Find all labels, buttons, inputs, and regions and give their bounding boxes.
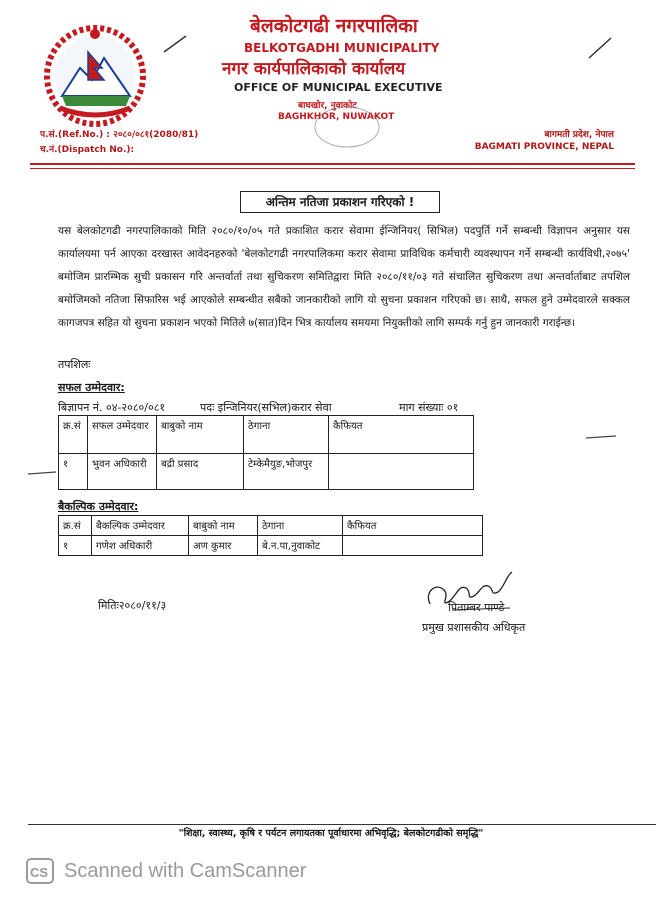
address-english: BAGHKHOR, NUWAKOT — [278, 112, 395, 122]
table-cell — [343, 536, 483, 556]
successful-candidates-table — [58, 415, 474, 490]
footer-rule — [28, 824, 656, 825]
table-header-cell: बाबुको नाम — [157, 416, 244, 454]
footer-slogan: "शिक्षा, स्वास्थ्य, कृषि र पर्यटन लगायतका पूर्वाधारमा अभिवृद्धि; बेलकोटगढीको समृद्धि" — [178, 828, 484, 839]
stray-mark — [584, 426, 618, 445]
office-stamp — [312, 104, 382, 150]
table-header-cell: क्र.सं — [59, 416, 88, 454]
table-header-row — [59, 516, 483, 536]
province-english: BAGMATI PROVINCE, NEPAL — [474, 142, 614, 152]
post-name: पदः इन्जिनियर(सभिल)करार सेवा — [200, 401, 332, 414]
alternate-candidates-table — [58, 515, 483, 556]
province-devanagari: बागमती प्रदेश, नेपाल — [544, 130, 614, 140]
office-name-english: OFFICE OF MUNICIPAL EXECUTIVE — [234, 81, 443, 94]
table-header-cell: ठेगाना — [244, 416, 329, 454]
nepal-emblem-icon — [40, 22, 150, 130]
table-cell — [329, 454, 474, 490]
table-cell: १ — [59, 536, 92, 556]
address-devanagari: बाघखोर, नुवाकोट — [298, 101, 357, 111]
table-cell: गणेश अधिकारी — [92, 536, 189, 556]
table-header-cell: क्र.सं — [59, 516, 92, 536]
office-name-devanagari: नगर कार्यपालिकाको कार्यालय — [222, 59, 406, 79]
camscanner-text: Scanned with CamScanner — [64, 860, 307, 882]
table-cell: भुवन अधिकारी — [88, 454, 157, 490]
table-cell: अण कुमार — [189, 536, 258, 556]
table-header-cell: बाबुको नाम — [189, 516, 258, 536]
header-rule-thin — [30, 168, 635, 169]
demand-count: माग संख्याः ०१ — [399, 401, 459, 414]
advertisement-number: बिज्ञापन नं. ०४-२०८०/०८१ — [58, 401, 166, 414]
municipality-name-english: BELKOTGADHI MUNICIPALITY — [244, 41, 440, 55]
svg-text:CS: CS — [30, 865, 49, 880]
alternate-candidates-heading: बैकल्पिक उम्मेदवार: — [58, 500, 139, 513]
table-header-row — [59, 416, 474, 454]
decorative-slash-right — [585, 36, 615, 64]
table-row — [59, 536, 483, 556]
header-rule-thick — [30, 163, 635, 165]
successful-candidates-heading: सफल उम्मेदवार: — [58, 381, 125, 394]
table-header-cell: ठेगाना — [258, 516, 343, 536]
table-cell: बद्री प्रसाद — [157, 454, 244, 490]
table-cell: टेम्केमैयुङ,भोजपुर — [244, 454, 329, 490]
table-header-cell: कैफियत — [343, 516, 483, 536]
decorative-slash-left — [160, 34, 190, 58]
stray-mark — [26, 462, 58, 481]
table-row — [59, 454, 474, 490]
tapsil-label: तपशिलः — [58, 358, 91, 371]
table-cell: बे.न.पा,नुवाकोट — [258, 536, 343, 556]
table-header-cell: सफल उम्मेदवार — [88, 416, 157, 454]
table-cell: १ — [59, 454, 88, 490]
signatory-name: पिताम्बर पाण्डे — [448, 601, 505, 614]
municipality-name-devanagari: बेलकोटगढी नगरपालिका — [250, 15, 418, 37]
dispatch-number: च.नं.(Dispatch No.): — [40, 145, 135, 155]
date-line: मितिः२०८०/११/३ — [98, 599, 167, 612]
notice-title: अन्तिम नतिजा प्रकाशन गरिएको ! — [240, 191, 440, 213]
table-header-cell: कैफियत — [329, 416, 474, 454]
table-header-cell: बैकल्पिक उम्मेदवार — [92, 516, 189, 536]
notice-body: यस बेलकोटगढी नगरपालिकाको मिति २०८०/१०/०५ गते प्रकाशित करार सेवामा ईन्जिनियर( सिभिल) पदपुर्ति गर्ने सम्बन्धी विज्ञापन अनुसार यस कार्यालयमा पर्न आएका दरखास्त आवेदनहरुको 'बेलकोटगढी नगरपालिकमा करार सेवामा प्राविधिक कर्मचारी व्यवस्थापन गर्ने सम्बन्धी कार्यविधी,२०७५' बमोजिम प्रारम्भिक सुची प्रकासन गरि अन्तर्वार्ता तथा सुचिकरण समितिद्वारा मिति २०८०/११/०३ गते संचालित सुचिकरण तथा अन्तर्वार्ताबाट तपशिल बमोजिमको नतिजा सिफारिस भई आएकोले सम्बन्धीत सबैको जानकारीको लागि यो सुचना प्रकाशन गरिएको छ। साथै, सफल हुने उम्मेदवारले सक्कल कागजपत्र सहित यो सुचना प्रकाशन भएको मितिले ७(सात)दिन भित्र कार्यालय समयमा नियुक्तीको लागि सम्पर्क गर्नु हुन जानकारी गराईन्छ। — [58, 225, 630, 329]
signatory-title: प्रमुख प्रशासकीय अधिकृत — [422, 621, 526, 634]
reference-number: प.सं.(Ref.No.) : २०८०/०८१(2080/81) — [40, 130, 199, 140]
